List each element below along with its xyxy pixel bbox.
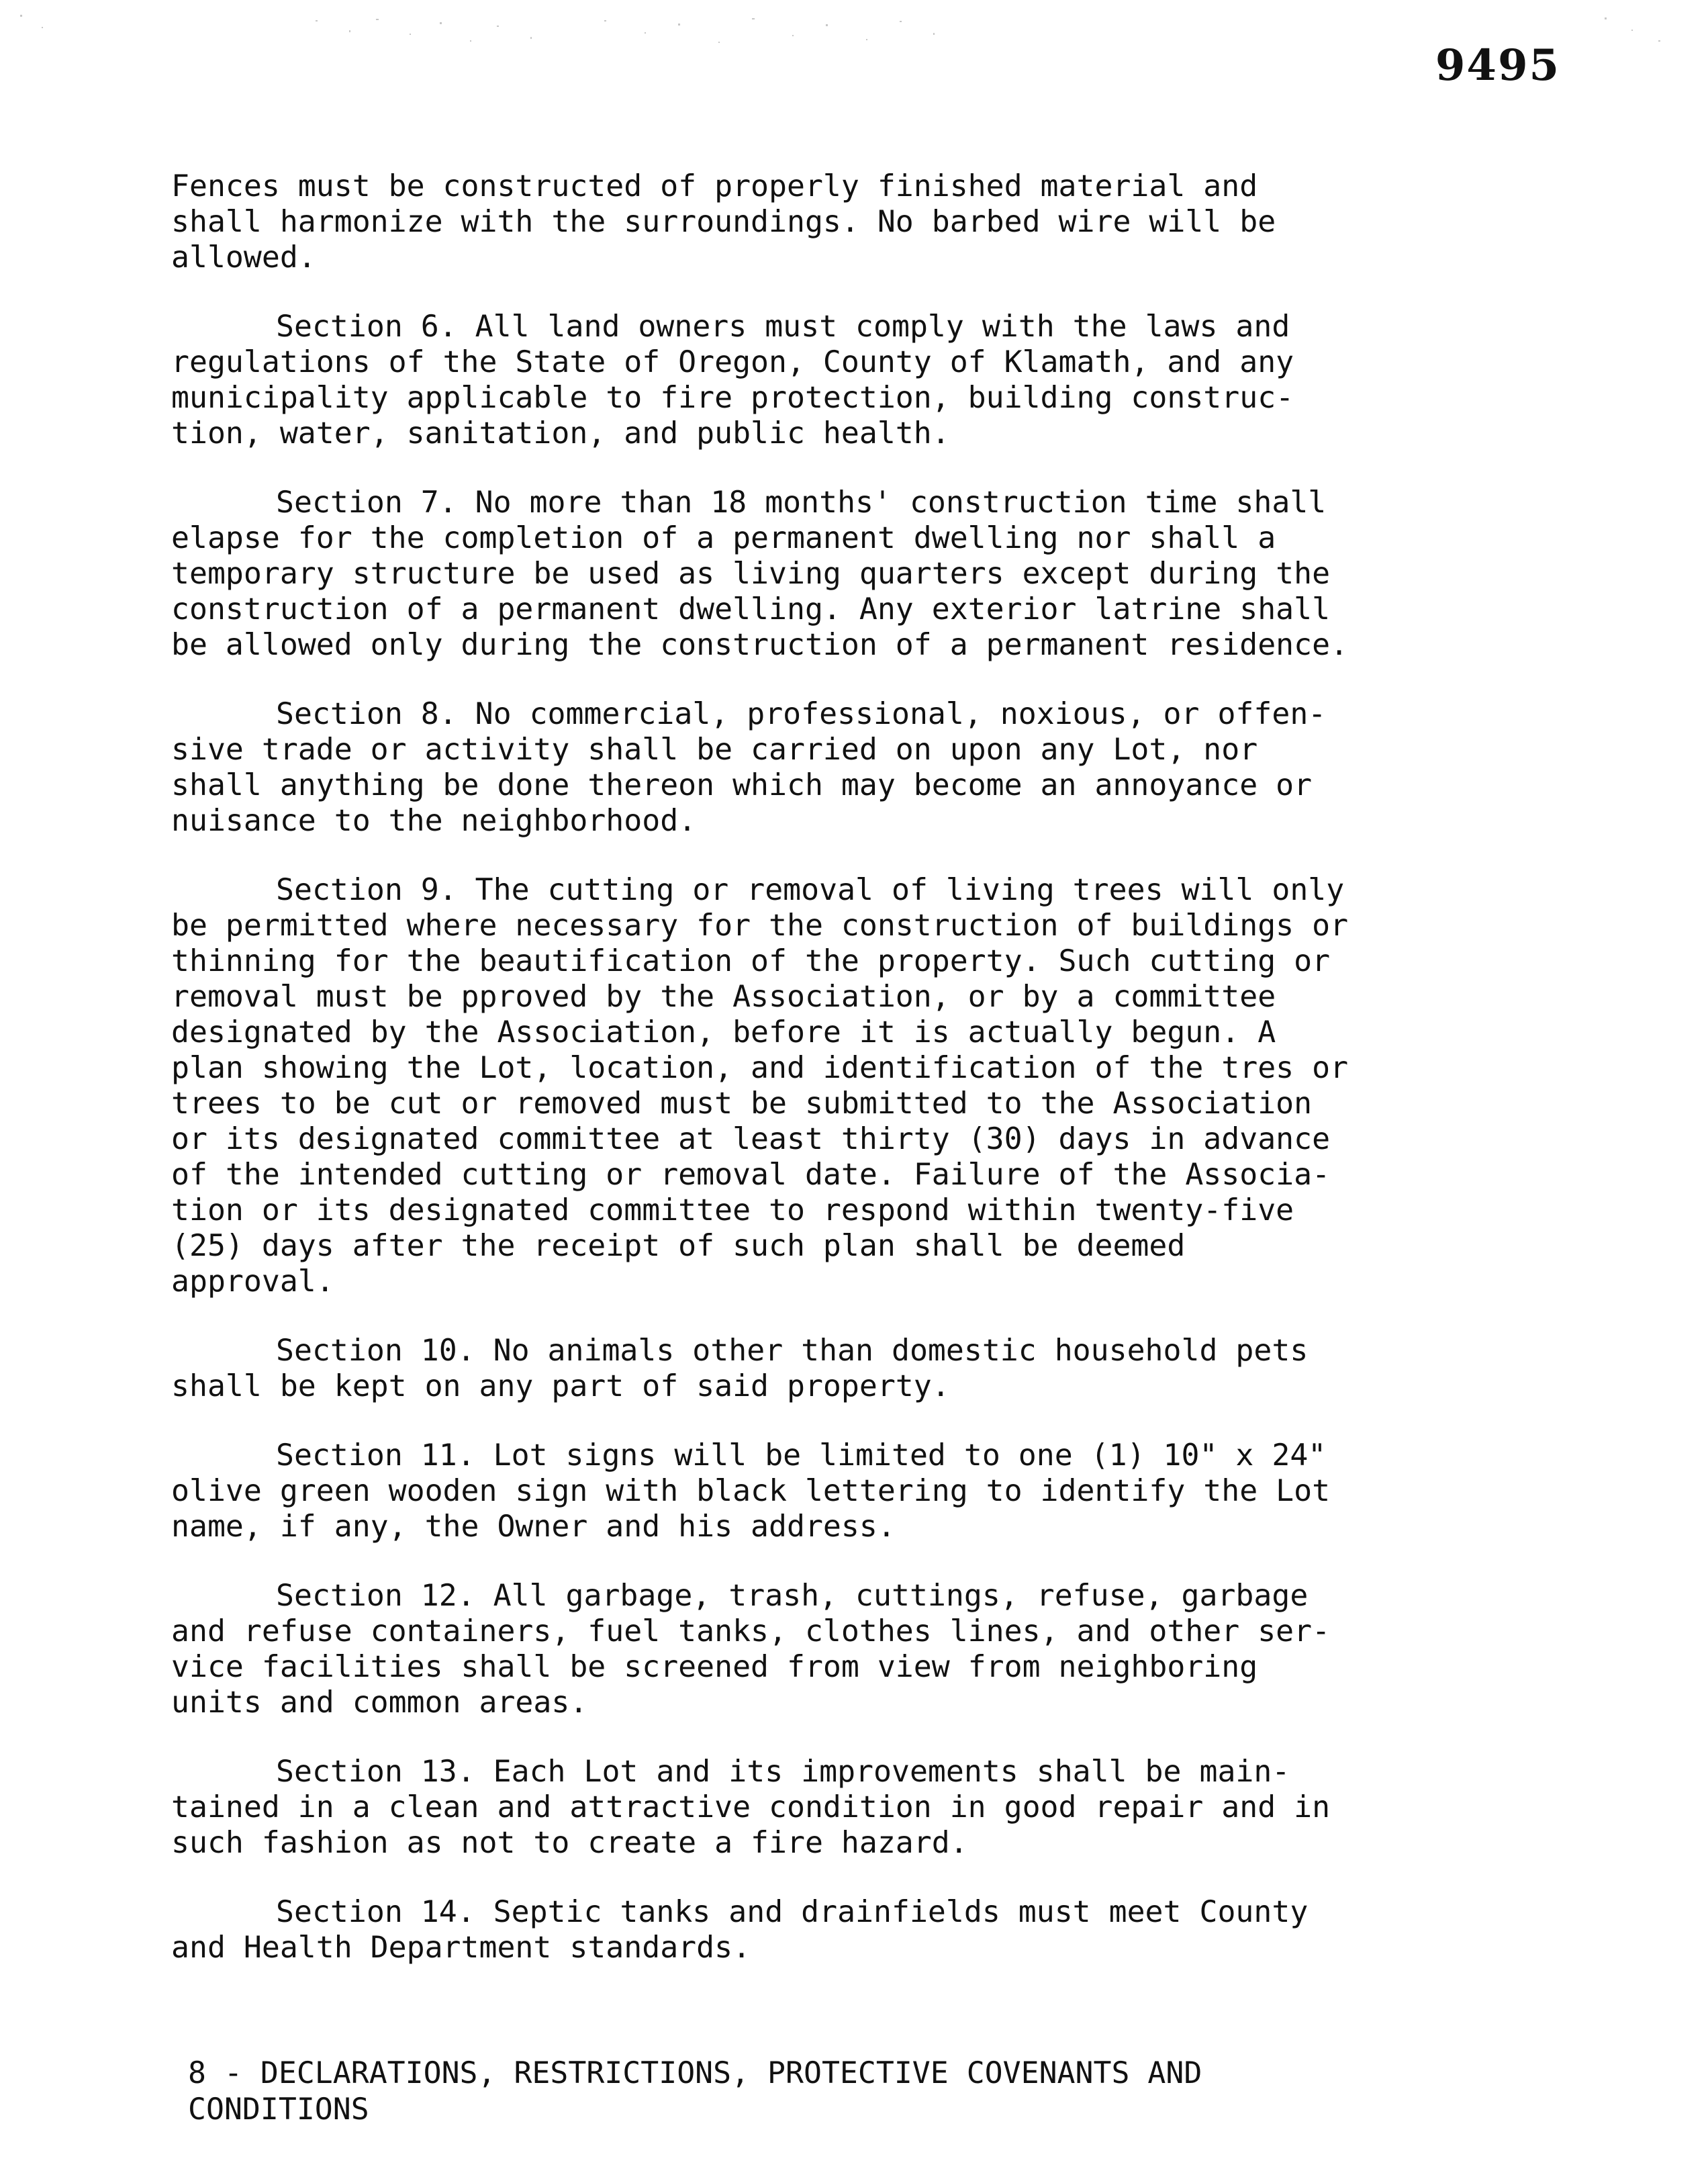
section-13-lead: Section 13. xyxy=(276,1753,475,1789)
section-10-lead: Section 10. xyxy=(276,1332,475,1368)
section-12-lead: Section 12. xyxy=(276,1577,475,1613)
paragraph-text: Fences must be constructed of properly finished material and shall harmonize with the surroundings. No barbed wire will be allowed. xyxy=(171,168,1276,275)
section-12-text: All garbage, trash, cuttings, refuse, garbage and refuse containers, fuel tanks, clothes lines, and other ser- vice facilities shall be screened from view from neighboring units and common areas. xyxy=(171,1577,1331,1720)
page-footer: 8 - DECLARATIONS, RESTRICTIONS, PROTECTIVE COVENANTS AND CONDITIONS xyxy=(188,2055,1202,2127)
section-14-lead: Section 14. xyxy=(276,1894,475,1929)
section-6-lead: Section 6. xyxy=(276,308,457,344)
page-number: 9495 xyxy=(1435,40,1560,91)
section-14-text: Septic tanks and drainfields must meet County and Health Department standards. xyxy=(171,1894,1309,1965)
section-10 xyxy=(171,1332,1541,1403)
section-9-text: The cutting or removal of living trees will only be permitted where necessary for the construction of buildings or thinning for the beautification of the property. Such cutting or removal must be pproved by the Association, or by a committee designated by the Association, before it is actually begun. A plan showing the Lot, location, and identification of the tres or trees to be cut or removed must be submitted to the Association or its designated committee at least thirty (30) days in advance of the intended cutting or removal date. Failure of the Associa- tion or its designated committee to respond within twenty-five (25) days after the receipt of such plan shall be deemed approval. xyxy=(171,872,1349,1299)
section-6 xyxy=(171,308,1541,451)
section-10-text: No animals other than domestic household pets shall be kept on any part of said property. xyxy=(171,1332,1309,1403)
section-9-lead: Section 9. xyxy=(276,872,457,907)
section-11-text: Lot signs will be limited to one (1) 10" x 24" olive green wooden sign with black lettering to identify the Lot name, if any, the Owner and his address. xyxy=(171,1437,1331,1544)
document-body xyxy=(171,168,1541,1998)
paragraph-fences xyxy=(171,168,1541,275)
section-8 xyxy=(171,696,1541,838)
section-13 xyxy=(171,1753,1541,1860)
section-8-text: No commercial, professional, noxious, or offen- sive trade or activity shall be carried on upon any Lot, nor shall anything be done thereon which may become an annoyance or nuisance to the neighborhood. xyxy=(171,696,1327,838)
section-11 xyxy=(171,1437,1541,1544)
section-6-text: All land owners must comply with the laws and regulations of the State of Oregon, County of Klamath, and any municipality applicable to fire protection, building construc- tion, water, sanitation, and public health. xyxy=(171,308,1294,451)
section-14 xyxy=(171,1894,1541,1965)
section-13-text: Each Lot and its improvements shall be main- tained in a clean and attractive condition in good repair and in such fashion as not to create a fire hazard. xyxy=(171,1753,1331,1860)
section-12 xyxy=(171,1577,1541,1720)
section-7-lead: Section 7. xyxy=(276,484,457,520)
section-9 xyxy=(171,872,1541,1299)
section-11-lead: Section 11. xyxy=(276,1437,475,1473)
section-7 xyxy=(171,484,1541,662)
section-8-lead: Section 8. xyxy=(276,696,457,731)
section-7-text: No more than 18 months' construction time shall elapse for the completion of a permanent dwelling nor shall a temporary structure be used as living quarters except during the construction of a permanent dwelling. Any exterior latrine shall be allowed only during the construction of a permanent residence. xyxy=(171,484,1349,662)
